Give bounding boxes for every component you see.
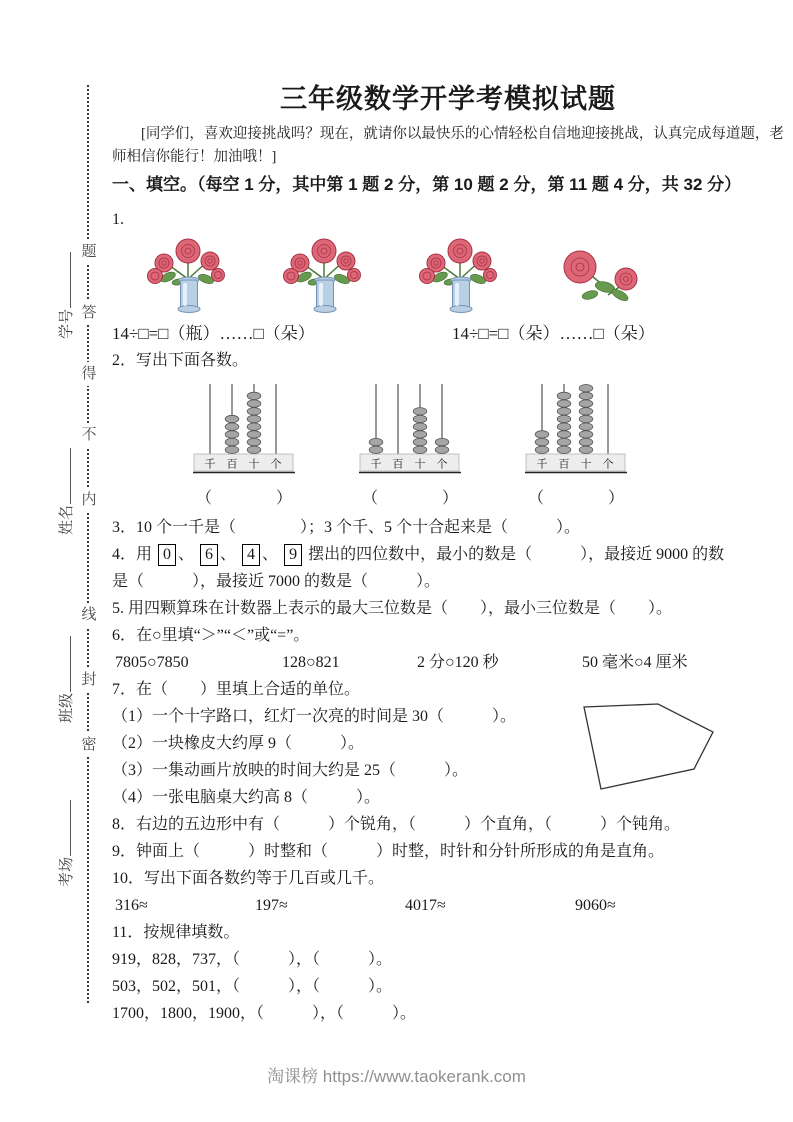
q1-equations — [112, 320, 784, 347]
blank-underline — [56, 636, 71, 692]
q11-line: 1700，1800，1900，（ ），（ ）。 — [112, 1005, 417, 1022]
seal-line-char: 不 — [80, 423, 98, 447]
svg-text:十: 十 — [248, 458, 260, 471]
blank-underline — [56, 252, 71, 308]
q6-item: 128○821 — [282, 654, 340, 671]
q10-text: 10．写出下面各数约等于几百或几千。 — [112, 870, 385, 887]
q6-text: 6．在○里填“＞”“＜”或“=”。 — [112, 627, 310, 644]
q5-text: 5. 用四颗算珠在计数器上表示的最大三位数是（ ），最小三位数是（ ）。 — [112, 600, 673, 617]
exam-room-field — [55, 755, 77, 887]
q6-items — [112, 649, 784, 676]
seal-line-char: 内 — [80, 488, 98, 512]
seal-line-char: 题 — [80, 240, 98, 264]
q6-item: 2 分○120 秒 — [417, 654, 499, 671]
abacus-image — [358, 378, 462, 512]
q4-text-line2: 是（ ），最接近 7000 的数是（ ）。 — [112, 573, 441, 590]
q1-equation-right: 14÷□=□（朵）……□（朵） — [452, 324, 655, 343]
q3-text: 3．10 个一千是（ ）；3 个千、5 个十合起来是（ ）。 — [112, 519, 581, 536]
seal-dotted-line — [87, 85, 89, 1003]
svg-text:个: 个 — [436, 458, 448, 471]
q10-items — [112, 892, 784, 919]
svg-text:百: 百 — [558, 458, 570, 471]
abacus-image — [192, 378, 296, 512]
answer-blank: （ ） — [195, 490, 292, 507]
q7-item: （4）一张电脑桌大约高 8（ ）。 — [112, 789, 381, 806]
seal-line-char: 答 — [80, 301, 98, 325]
seal-line-char: 得 — [80, 362, 98, 386]
q10-item: 197≈ — [255, 897, 288, 914]
class-label: 班级 — [59, 692, 75, 723]
q6-item: 50 毫米○4 厘米 — [582, 654, 688, 671]
digit-box: 9 — [284, 544, 302, 566]
digit-separator: 、 — [178, 546, 195, 563]
exam-room-label: 考场 — [59, 856, 75, 887]
q4-suffix: 摆出的四位数中，最小的数是（ ），最接近 9000 的数 — [308, 546, 725, 563]
answer-blank: （ ） — [527, 490, 624, 507]
abacus-image — [524, 378, 628, 512]
q4-prefix: 4．用 — [112, 546, 153, 563]
answer-blank: （ ） — [361, 490, 458, 507]
student-id-label: 学号 — [59, 308, 75, 339]
q11-line: 919，828，737，（ ），（ ）。 — [112, 951, 393, 968]
rose-vase-image — [414, 235, 506, 315]
rose-vase-image — [142, 235, 234, 315]
student-id-field — [55, 207, 77, 339]
q9-text: 9．钟面上（ ）时整和（ ）时整，时针和分针所形成的角是直角。 — [112, 843, 665, 860]
q7-item: （1）一个十字路口，红灯一次亮的时间是 30（ ）。 — [112, 708, 517, 725]
svg-text:百: 百 — [226, 458, 238, 471]
pentagon-shape — [576, 694, 721, 799]
footer-watermark: 淘课榜 https://www.taokerank.com — [267, 1067, 526, 1086]
intro-text: [同学们，喜欢迎接挑战吗？现在，就请你以最快乐的心情轻松自信地迎接挑战，认真完成每道题，老师相信你能行！加油哦！] — [112, 126, 784, 165]
svg-text:十: 十 — [414, 458, 426, 471]
section-heading: 一、填空。（每空 1 分，其中第 1 题 2 分，第 10 题 2 分，第 11 题 4 分，共 32 分） — [112, 175, 742, 194]
q6-item: 7805○7850 — [115, 654, 189, 671]
q7-text: 7．在（ ）里填上合适的单位。 — [112, 681, 361, 698]
abacus-beads — [358, 378, 462, 484]
abacus-beads — [192, 378, 296, 484]
abacus-beads — [524, 378, 628, 484]
rose-vase-image — [278, 235, 370, 315]
q7-item: （3）一集动画片放映的时间大约是 25（ ）。 — [112, 762, 469, 779]
q10-item: 316≈ — [115, 897, 148, 914]
student-name-field — [55, 403, 77, 535]
exam-content — [112, 86, 784, 1027]
rose-pair-image — [550, 243, 655, 309]
blank-underline — [56, 448, 71, 504]
svg-text:个: 个 — [270, 458, 282, 471]
q1-images — [142, 235, 784, 317]
digit-box: 6 — [200, 544, 218, 566]
seal-line-char: 封 — [80, 668, 98, 692]
q10-item: 4017≈ — [405, 897, 446, 914]
svg-text:千: 千 — [370, 458, 382, 471]
class-field — [55, 591, 77, 723]
q11-line: 503，502，501，（ ），（ ）。 — [112, 978, 393, 995]
q2-text: 2．写出下面各数。 — [112, 352, 249, 369]
q11-text: 11．按规律填数。 — [112, 924, 240, 941]
page-title: 三年级数学开学考模拟试题 — [280, 84, 616, 114]
q1-number: 1. — [112, 211, 124, 228]
digit-separator: 、 — [220, 546, 237, 563]
q10-item: 9060≈ — [575, 897, 616, 914]
seal-line-char: 线 — [80, 603, 98, 627]
svg-text:千: 千 — [204, 458, 216, 471]
digit-separator: 、 — [262, 546, 279, 563]
q7-item: （2）一块橡皮大约厚 9（ ）。 — [112, 735, 365, 752]
student-name-label: 姓名 — [59, 504, 75, 535]
svg-text:十: 十 — [580, 458, 592, 471]
digit-box: 0 — [158, 544, 176, 566]
q1-equation-left: 14÷□=□（瓶）……□（朵） — [112, 324, 315, 343]
q4-text — [112, 541, 784, 568]
svg-text:千: 千 — [536, 458, 548, 471]
seal-line-char: 密 — [80, 733, 98, 757]
svg-text:百: 百 — [392, 458, 404, 471]
q8-text: 8．右边的五边形中有（ ）个锐角，（ ）个直角，（ ）个钝角。 — [112, 816, 681, 833]
blank-underline — [56, 800, 71, 856]
q2-abacuses — [192, 378, 784, 512]
svg-text:个: 个 — [602, 458, 614, 471]
digit-box: 4 — [242, 544, 260, 566]
